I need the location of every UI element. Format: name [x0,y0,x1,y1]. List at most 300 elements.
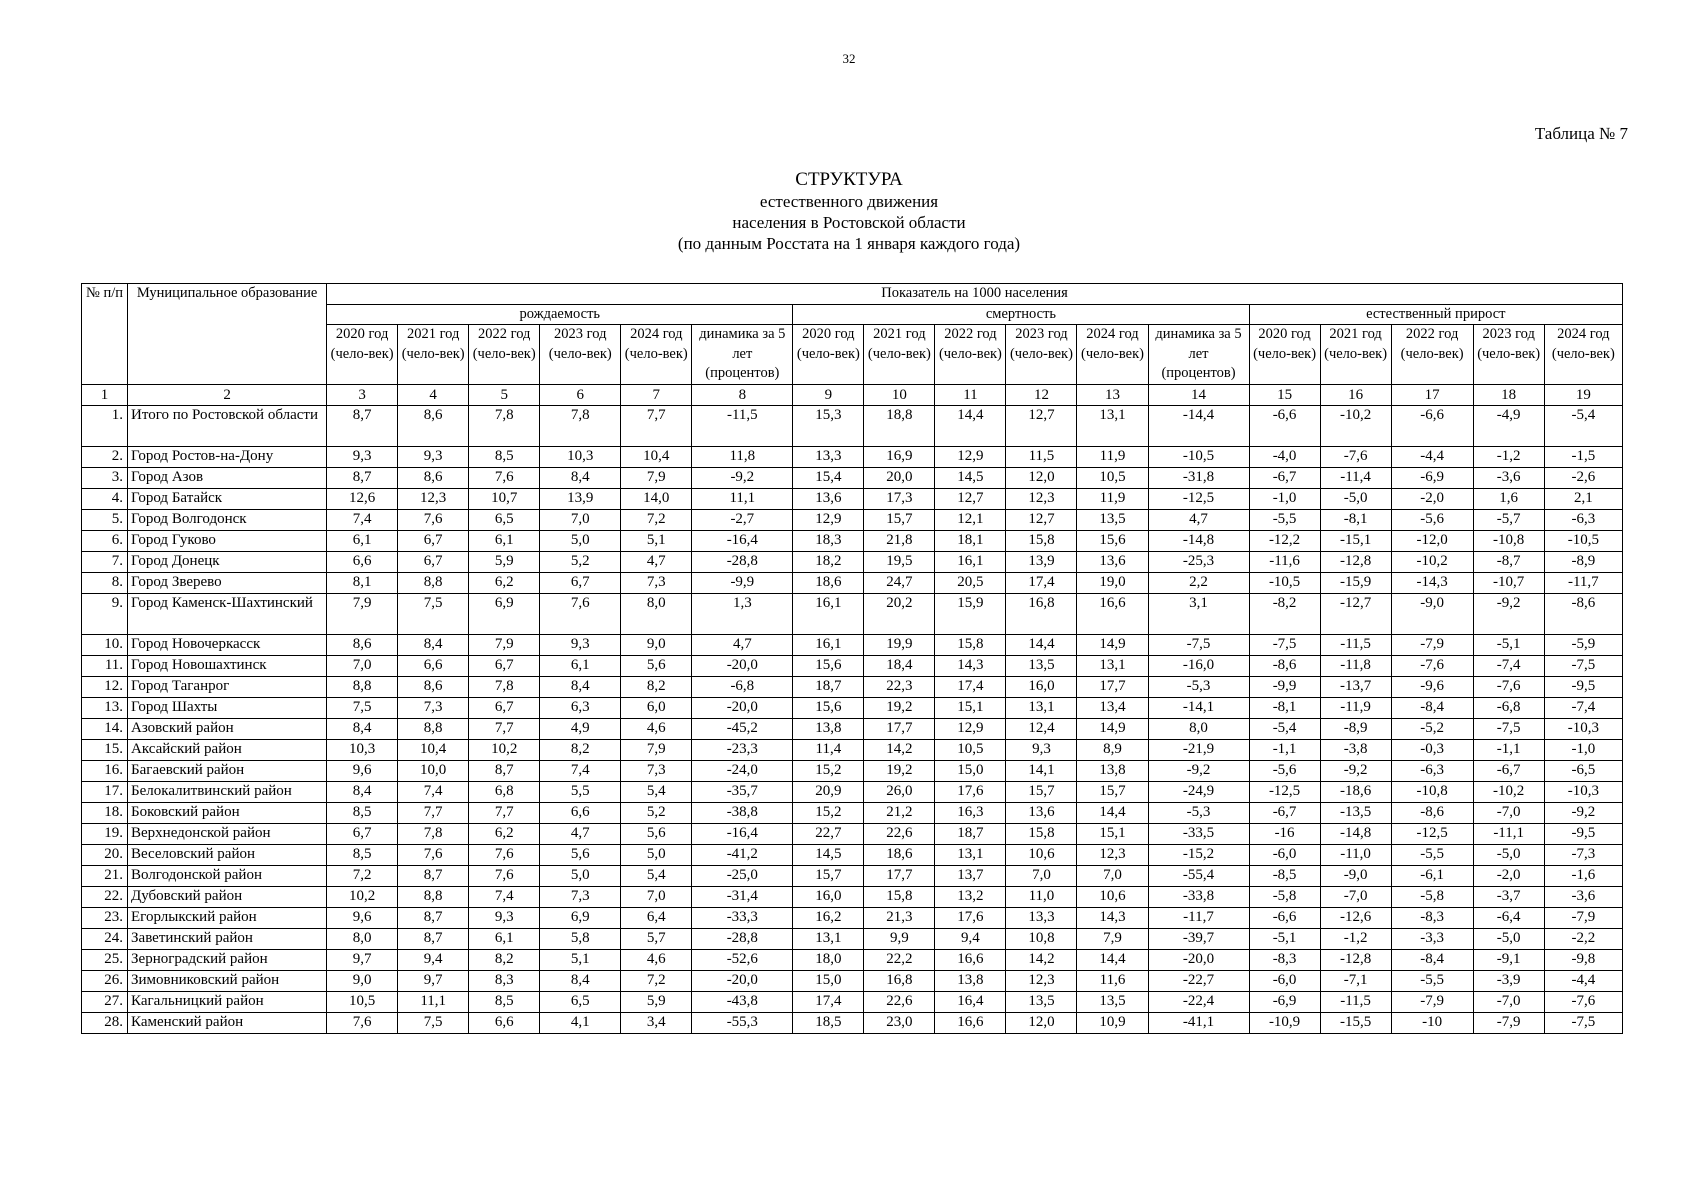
value-cell: 9,3 [540,634,621,655]
value-cell: -21,9 [1148,739,1249,760]
value-cell: 16,4 [935,991,1006,1012]
value-cell: 15,8 [1006,530,1077,551]
value-cell: 8,7 [398,928,469,949]
value-cell: 8,5 [469,991,540,1012]
value-cell: 4,7 [540,823,621,844]
table-row [82,572,1623,593]
table-row [82,488,1623,509]
value-cell: 13,6 [1077,551,1148,572]
value-cell: 7,6 [469,865,540,886]
value-cell: 18,6 [793,572,864,593]
value-cell: 15,8 [935,634,1006,655]
value-cell: 8,5 [327,802,398,823]
column-number: 17 [1391,384,1473,405]
value-cell: 8,4 [540,467,621,488]
value-cell: 19,9 [864,634,935,655]
value-cell: 7,6 [469,467,540,488]
value-cell: 10,9 [1077,1012,1148,1033]
table-row [82,551,1623,572]
table-row [82,718,1623,739]
value-cell: 2,1 [1544,488,1622,509]
title-line-4: (по данным Росстата на 1 января каждого года) [677,234,1021,253]
value-cell: 3,4 [621,1012,692,1033]
value-cell: 5,0 [540,865,621,886]
value-cell: 10,0 [398,760,469,781]
value-cell: 17,6 [935,781,1006,802]
value-cell: -6,9 [1391,467,1473,488]
header-year-col: 2024 год (чело-век) [621,325,692,385]
row-number: 28. [82,1012,128,1033]
value-cell: -11,1 [1473,823,1544,844]
value-cell: -41,1 [1148,1012,1249,1033]
column-number: 9 [793,384,864,405]
value-cell: 6,6 [540,802,621,823]
value-cell: 10,3 [540,446,621,467]
value-cell: 6,3 [540,697,621,718]
table-row [82,509,1623,530]
value-cell: 22,6 [864,823,935,844]
value-cell: 7,0 [540,509,621,530]
value-cell: 7,7 [469,718,540,739]
value-cell: 2,2 [1148,572,1249,593]
value-cell: -9,5 [1544,676,1622,697]
row-number: 13. [82,697,128,718]
header-year-col: 2021 год (чело-век) [1320,325,1391,385]
value-cell: 5,2 [621,802,692,823]
value-cell: 8,4 [398,634,469,655]
column-number: 19 [1544,384,1622,405]
row-number: 27. [82,991,128,1012]
value-cell: 5,1 [621,530,692,551]
value-cell: -20,0 [1148,949,1249,970]
table-row [82,760,1623,781]
value-cell: 16,6 [935,949,1006,970]
value-cell: 16,8 [864,970,935,991]
table-row [82,949,1623,970]
value-cell: 15,7 [1006,781,1077,802]
municipality-name: Город Гуково [128,530,327,551]
value-cell: -8,9 [1544,551,1622,572]
value-cell: 5,9 [621,991,692,1012]
table-row [82,781,1623,802]
value-cell: 21,3 [864,907,935,928]
value-cell: 13,1 [1077,405,1148,446]
value-cell: 17,3 [864,488,935,509]
value-cell: 10,6 [1006,844,1077,865]
value-cell: 10,5 [1077,467,1148,488]
value-cell: 6,7 [327,823,398,844]
value-cell: 13,5 [1006,655,1077,676]
value-cell: 13,1 [935,844,1006,865]
value-cell: -31,8 [1148,467,1249,488]
municipality-name: Зерноградский район [128,949,327,970]
table-row [82,676,1623,697]
row-number: 19. [82,823,128,844]
table-row [82,530,1623,551]
value-cell: -1,2 [1473,446,1544,467]
value-cell: 16,1 [793,593,864,634]
value-cell: 9,4 [935,928,1006,949]
value-cell: -39,7 [1148,928,1249,949]
municipality-name: Белокалитвинский район [128,781,327,802]
table-row [82,844,1623,865]
value-cell: -3,9 [1473,970,1544,991]
municipality-name: Боковский район [128,802,327,823]
value-cell: 12,1 [935,509,1006,530]
value-cell: -1,0 [1249,488,1320,509]
value-cell: -11,0 [1320,844,1391,865]
municipality-name: Город Ростов-на-Дону [128,446,327,467]
value-cell: -25,3 [1148,551,1249,572]
value-cell: 24,7 [864,572,935,593]
value-cell: 18,6 [864,844,935,865]
value-cell: 6,9 [469,593,540,634]
value-cell: 20,9 [793,781,864,802]
value-cell: -9,0 [1320,865,1391,886]
value-cell: -1,0 [1544,739,1622,760]
value-cell: 14,3 [935,655,1006,676]
value-cell: -7,5 [1473,718,1544,739]
value-cell: -5,0 [1320,488,1391,509]
value-cell: -16,0 [1148,655,1249,676]
column-number: 3 [327,384,398,405]
value-cell: 12,9 [935,718,1006,739]
value-cell: -7,1 [1320,970,1391,991]
value-cell: 15,7 [793,865,864,886]
value-cell: -8,2 [1249,593,1320,634]
value-cell: 6,7 [540,572,621,593]
value-cell: 12,6 [327,488,398,509]
title-line-2: естественного движения [759,192,939,211]
value-cell: 13,3 [793,446,864,467]
value-cell: -9,2 [692,467,793,488]
value-cell: -31,4 [692,886,793,907]
value-cell: -14,4 [1148,405,1249,446]
value-cell: -13,5 [1320,802,1391,823]
value-cell: -6,5 [1544,760,1622,781]
value-cell: 9,9 [864,928,935,949]
value-cell: 12,3 [1077,844,1148,865]
value-cell: -9,2 [1473,593,1544,634]
value-cell: 16,2 [793,907,864,928]
value-cell: 6,1 [469,530,540,551]
value-cell: -6,8 [692,676,793,697]
value-cell: 8,7 [327,467,398,488]
row-number: 25. [82,949,128,970]
table-row [82,467,1623,488]
header-year-col: 2021 год (чело-век) [864,325,935,385]
value-cell: -8,6 [1391,802,1473,823]
value-cell: 7,9 [621,467,692,488]
value-cell: -16,4 [692,823,793,844]
municipality-name: Багаевский район [128,760,327,781]
value-cell: 13,5 [1006,991,1077,1012]
header-year-col: 2023 год (чело-век) [540,325,621,385]
value-cell: 15,1 [935,697,1006,718]
value-cell: -7,6 [1320,446,1391,467]
value-cell: -6,4 [1473,907,1544,928]
value-cell: -9,8 [1544,949,1622,970]
value-cell: 7,5 [327,697,398,718]
value-cell: 18,5 [793,1012,864,1033]
value-cell: -18,6 [1320,781,1391,802]
row-number: 8. [82,572,128,593]
row-number: 18. [82,802,128,823]
value-cell: 15,2 [793,760,864,781]
value-cell: -6,6 [1249,907,1320,928]
value-cell: 8,0 [621,593,692,634]
value-cell: 7,9 [1077,928,1148,949]
value-cell: -12,8 [1320,551,1391,572]
value-cell: -6,8 [1473,697,1544,718]
value-cell: 7,2 [621,509,692,530]
value-cell: 7,3 [540,886,621,907]
header-group-birth: рождаемость [327,304,793,325]
value-cell: 8,2 [540,739,621,760]
column-number: 5 [469,384,540,405]
municipality-name: Город Азов [128,467,327,488]
value-cell: -38,8 [692,802,793,823]
row-number: 14. [82,718,128,739]
value-cell: 11,1 [398,991,469,1012]
value-cell: -10,2 [1473,781,1544,802]
value-cell: 17,4 [793,991,864,1012]
value-cell: 13,8 [1077,760,1148,781]
value-cell: -10,2 [1320,405,1391,446]
value-cell: -12,8 [1320,949,1391,970]
value-cell: 17,7 [864,718,935,739]
value-cell: -11,9 [1320,697,1391,718]
page-number: 32 [842,51,856,66]
value-cell: -15,2 [1148,844,1249,865]
column-number: 16 [1320,384,1391,405]
value-cell: 10,5 [327,991,398,1012]
value-cell: -24,0 [692,760,793,781]
value-cell: 5,6 [540,844,621,865]
value-cell: -8,3 [1249,949,1320,970]
value-cell: -8,1 [1320,509,1391,530]
value-cell: 7,0 [621,886,692,907]
value-cell: -3,3 [1391,928,1473,949]
value-cell: 13,5 [1077,991,1148,1012]
value-cell: 16,8 [1006,593,1077,634]
value-cell: 8,2 [469,949,540,970]
table-row [82,802,1623,823]
value-cell: 10,2 [469,739,540,760]
value-cell: 13,1 [1006,697,1077,718]
value-cell: 9,3 [469,907,540,928]
value-cell: -14,1 [1148,697,1249,718]
value-cell: -11,5 [1320,634,1391,655]
value-cell: 14,1 [1006,760,1077,781]
municipality-name: Волгодонской район [128,865,327,886]
value-cell: 11,4 [793,739,864,760]
value-cell: 6,5 [469,509,540,530]
value-cell: -6,9 [1249,991,1320,1012]
value-cell: 6,6 [469,1012,540,1033]
value-cell: 4,6 [621,949,692,970]
value-cell: 8,5 [469,446,540,467]
value-cell: -5,4 [1544,405,1622,446]
value-cell: 8,6 [398,405,469,446]
value-cell: 8,4 [540,970,621,991]
value-cell: -11,7 [1544,572,1622,593]
value-cell: 15,7 [864,509,935,530]
value-cell: 5,6 [621,823,692,844]
value-cell: -55,4 [1148,865,1249,886]
value-cell: -3,6 [1544,886,1622,907]
value-cell: 7,6 [398,509,469,530]
value-cell: 13,9 [1006,551,1077,572]
value-cell: -6,6 [1249,405,1320,446]
value-cell: -5,6 [1249,760,1320,781]
value-cell: -28,8 [692,551,793,572]
value-cell: -12,0 [1391,530,1473,551]
value-cell: 14,4 [935,405,1006,446]
municipality-name: Город Волгодонск [128,509,327,530]
value-cell: 7,5 [398,1012,469,1033]
value-cell: -15,9 [1320,572,1391,593]
value-cell: -25,0 [692,865,793,886]
value-cell: -9,5 [1544,823,1622,844]
value-cell: 18,2 [793,551,864,572]
value-cell: 7,3 [621,572,692,593]
value-cell: 8,7 [398,907,469,928]
value-cell: 16,6 [935,1012,1006,1033]
value-cell: 7,6 [540,593,621,634]
value-cell: -7,9 [1391,634,1473,655]
table-row [82,991,1623,1012]
value-cell: 17,4 [1006,572,1077,593]
value-cell: 6,7 [469,655,540,676]
value-cell: 7,4 [327,509,398,530]
value-cell: 10,3 [327,739,398,760]
value-cell: 14,4 [1006,634,1077,655]
value-cell: 15,1 [1077,823,1148,844]
value-cell: -5,6 [1391,509,1473,530]
table-row [82,655,1623,676]
value-cell: 6,7 [398,551,469,572]
value-cell: 7,9 [621,739,692,760]
value-cell: -12,5 [1148,488,1249,509]
value-cell: 5,6 [621,655,692,676]
value-cell: 9,6 [327,760,398,781]
value-cell: -41,2 [692,844,793,865]
value-cell: 8,4 [540,676,621,697]
value-cell: -7,3 [1544,844,1622,865]
value-cell: 15,7 [1077,781,1148,802]
value-cell: -5,8 [1249,886,1320,907]
title-line-3: населения в Ростовской области [732,213,966,232]
value-cell: -9,0 [1391,593,1473,634]
value-cell: 14,3 [1077,907,1148,928]
value-cell: 5,4 [621,865,692,886]
value-cell: 8,6 [398,467,469,488]
value-cell: 6,2 [469,572,540,593]
value-cell: 15,4 [793,467,864,488]
value-cell: 15,8 [864,886,935,907]
value-cell: 14,9 [1077,634,1148,655]
value-cell: 12,3 [398,488,469,509]
value-cell: -2,2 [1544,928,1622,949]
value-cell: -7,4 [1544,697,1622,718]
value-cell: 14,2 [864,739,935,760]
value-cell: 5,2 [540,551,621,572]
value-cell: -6,0 [1249,844,1320,865]
column-number: 6 [540,384,621,405]
value-cell: -5,5 [1391,970,1473,991]
row-number: 21. [82,865,128,886]
value-cell: -12,5 [1391,823,1473,844]
value-cell: 11,0 [1006,886,1077,907]
value-cell: 7,7 [398,802,469,823]
value-cell: 6,1 [327,530,398,551]
value-cell: -8,6 [1249,655,1320,676]
value-cell: -8,3 [1391,907,1473,928]
column-number: 11 [935,384,1006,405]
value-cell: -22,7 [1148,970,1249,991]
row-number: 23. [82,907,128,928]
value-cell: 5,0 [621,844,692,865]
table-row [82,886,1623,907]
value-cell: 13,8 [793,718,864,739]
value-cell: 9,3 [1006,739,1077,760]
value-cell: 7,0 [1006,865,1077,886]
value-cell: 9,6 [327,907,398,928]
value-cell: -11,4 [1320,467,1391,488]
value-cell: -12,5 [1249,781,1320,802]
value-cell: -24,9 [1148,781,1249,802]
value-cell: 15,0 [793,970,864,991]
value-cell: -11,5 [1320,991,1391,1012]
value-cell: 22,7 [793,823,864,844]
value-cell: 15,6 [1077,530,1148,551]
value-cell: 5,9 [469,551,540,572]
value-cell: 12,3 [1006,488,1077,509]
table-row [82,823,1623,844]
value-cell: -6,3 [1544,509,1622,530]
value-cell: 7,8 [540,405,621,446]
value-cell: -5,4 [1249,718,1320,739]
value-cell: 12,0 [1006,1012,1077,1033]
header-group-growth: естественный прирост [1249,304,1622,325]
table-row [82,405,1623,446]
value-cell: -14,8 [1148,530,1249,551]
column-numbers-row [82,384,1623,405]
municipality-name: Заветинский район [128,928,327,949]
value-cell: 7,9 [327,593,398,634]
municipality-name: Город Батайск [128,488,327,509]
header-year-col: 2021 год (чело-век) [398,325,469,385]
value-cell: 26,0 [864,781,935,802]
value-cell: 18,7 [793,676,864,697]
value-cell: 8,6 [398,676,469,697]
value-cell: -7,0 [1473,991,1544,1012]
value-cell: -11,6 [1249,551,1320,572]
value-cell: 6,1 [540,655,621,676]
value-cell: 22,3 [864,676,935,697]
row-number: 1. [82,405,128,446]
municipality-name: Аксайский район [128,739,327,760]
header-year-col: 2020 год (чело-век) [793,325,864,385]
value-cell: 9,0 [327,970,398,991]
value-cell: -20,0 [692,655,793,676]
header-year-col: динамика за 5 лет (процентов) [692,325,793,385]
column-number: 7 [621,384,692,405]
value-cell: 13,9 [540,488,621,509]
value-cell: -10,8 [1391,781,1473,802]
value-cell: -11,5 [692,405,793,446]
